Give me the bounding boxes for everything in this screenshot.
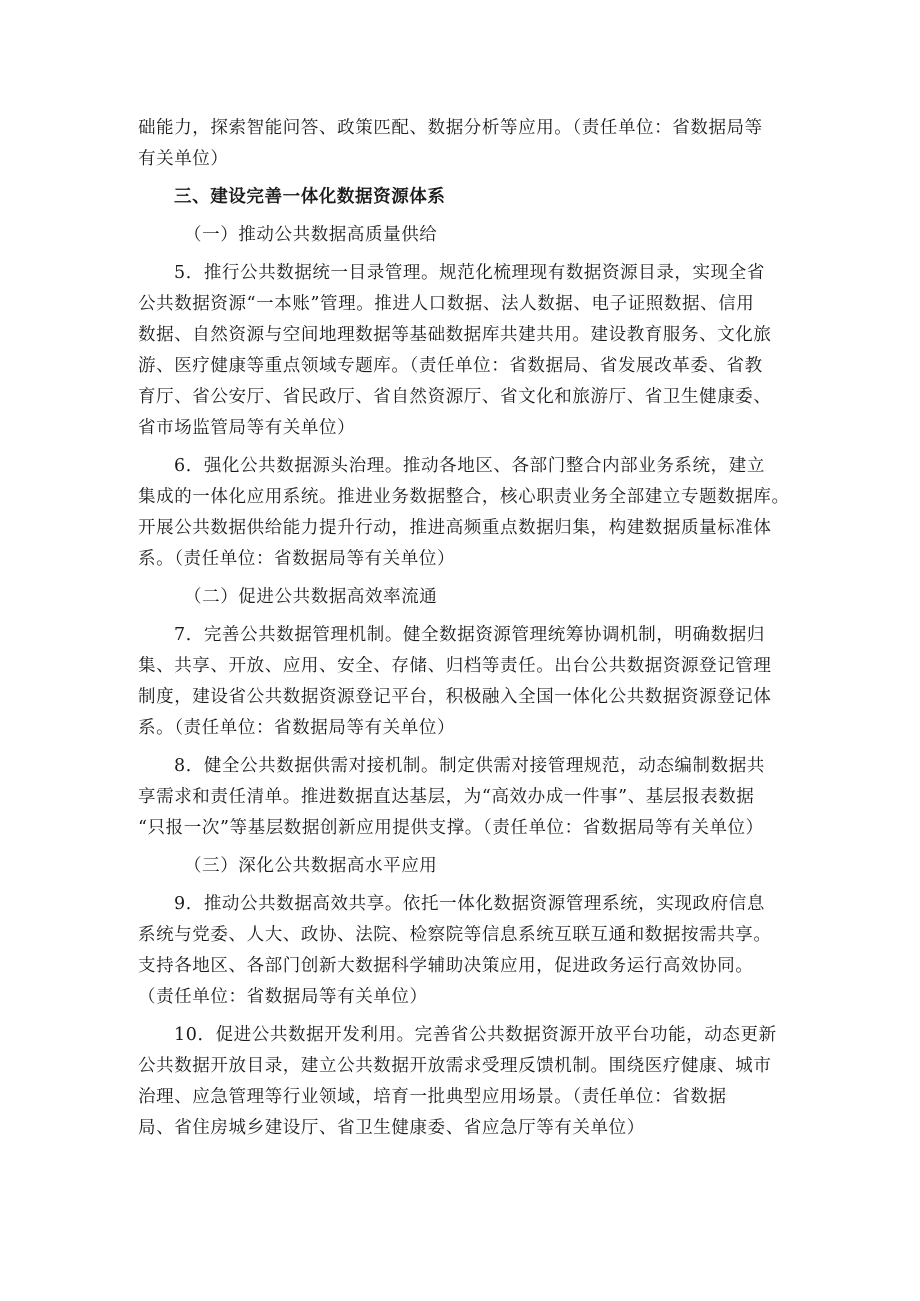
paragraph-line: “只报一次”等基层数据创新应用提供支撑。（责任单位：省数据局等有关单位） bbox=[138, 818, 764, 838]
paragraph-line: 治理、应急管理等行业领域，培育一批典型应用场景。（责任单位：省数据 bbox=[138, 1087, 727, 1107]
paragraph-line: 育厅、省公安厅、省民政厅、省自然资源厅、省文化和旅游厅、省卫生健康委、 bbox=[138, 387, 772, 407]
paragraph-line: 享需求和责任清单。推进数据直达基层，为“高效办成一件事”、基层报表数据 bbox=[138, 787, 755, 807]
section-heading: 三、建设完善一体化数据资源体系 bbox=[174, 187, 446, 207]
paragraph-line: 集、共享、开放、应用、安全、存储、归档等责任。出台公共数据资源登记管理 bbox=[138, 656, 772, 676]
paragraph-line: 集成的一体化应用系统。推进业务数据整合，核心职责业务全部建立专题数据库。 bbox=[138, 487, 790, 507]
paragraph-line: 制度，建设省公共数据资源登记平台，积极融入全国一体化公共数据资源登记体 bbox=[138, 687, 772, 707]
paragraph-line: 10．促进公共数据开发利用。完善省公共数据资源开放平台功能，动态更新 bbox=[174, 1025, 777, 1045]
paragraph-line: 数据、自然资源与空间地理数据等基础数据库共建共用。建设教育服务、文化旅 bbox=[138, 325, 772, 345]
paragraph-line: 础能力，探索智能问答、政策匹配、数据分析等应用。（责任单位：省数据局等 bbox=[138, 118, 763, 138]
paragraph-line: （责任单位：省数据局等有关单位） bbox=[138, 987, 428, 1007]
subsection-heading: （一）推动公共数据高质量供给 bbox=[184, 225, 438, 245]
paragraph-line: 公共数据开放目录，建立公共数据开放需求受理反馈机制。围绕医疗健康、城市 bbox=[138, 1056, 772, 1076]
paragraph-line: 7．完善公共数据管理机制。健全数据资源管理统筹协调机制，明确数据归 bbox=[174, 625, 765, 645]
paragraph-line: 8．健全公共数据供需对接机制。制定供需对接管理规范，动态编制数据共 bbox=[174, 756, 765, 776]
paragraph-line: 6．强化公共数据源头治理。推动各地区、各部门整合内部业务系统，建立 bbox=[174, 456, 765, 476]
paragraph-line: 有关单位） bbox=[138, 149, 229, 169]
paragraph-line: 支持各地区、各部门创新大数据科学辅助决策应用，促进政务运行高效协同。 bbox=[138, 956, 754, 976]
paragraph-line: 系。（责任单位：省数据局等有关单位） bbox=[138, 549, 456, 569]
paragraph-line: 5．推行公共数据统一目录管理。规范化梳理现有数据资源目录，实现全省 bbox=[174, 263, 765, 283]
paragraph-line: 公共数据资源“一本账”管理。推进人口数据、法人数据、电子证照数据、信用 bbox=[138, 294, 755, 314]
subsection-heading: （三）深化公共数据高水平应用 bbox=[184, 856, 438, 876]
document-page bbox=[138, 113, 790, 1144]
paragraph-line: 局、省住房城乡建设厅、省卫生健康委、省应急厅等有关单位） bbox=[138, 1118, 645, 1138]
paragraph-line: 开展公共数据供给能力提升行动，推进高频重点数据归集，构建数据质量标准体 bbox=[138, 518, 772, 538]
paragraph-line: 游、医疗健康等重点领域专题库。（责任单位：省数据局、省发展改革委、省教 bbox=[138, 356, 763, 376]
paragraph-line: 系。（责任单位：省数据局等有关单位） bbox=[138, 718, 456, 738]
paragraph-line: 9．推动公共数据高效共享。依托一体化数据资源管理系统，实现政府信息 bbox=[174, 894, 765, 914]
subsection-heading: （二）促进公共数据高效率流通 bbox=[184, 587, 438, 607]
paragraph-line: 省市场监管局等有关单位） bbox=[138, 418, 356, 438]
paragraph-line: 系统与党委、人大、政协、法院、检察院等信息系统互联互通和数据按需共享。 bbox=[138, 925, 772, 945]
